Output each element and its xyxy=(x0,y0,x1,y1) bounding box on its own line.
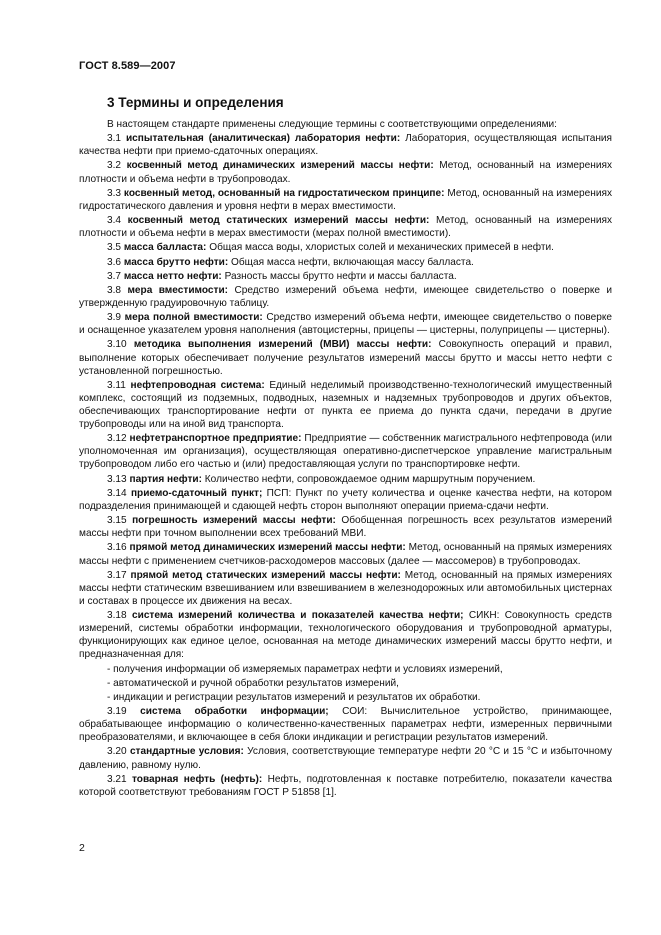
term-definition: Разность массы брутто нефти и массы балласта. xyxy=(224,270,457,282)
term-definition: Совокупность операций и правил, выполнение которых обеспечивает получение результатов измерений массы брутто и массы нетто нефти с установленной погрешностью. xyxy=(79,339,613,377)
term-definition: - автоматической и ручной обработки результатов измерений, xyxy=(107,677,399,689)
term-name: масса балласта: xyxy=(123,242,207,254)
term-name: нефтепроводная система: xyxy=(130,379,265,391)
term-definition: Средство измерений объема нефти, имеющее свидетельство о поверке и оснащенное указателем уровня наполнения (автоцистерны, прицепы — цистерны, полуприцепы — цистерны). xyxy=(79,312,612,337)
term-definition: Обобщенная погрешность всех результатов измерений массы нефти при точном выполнении всех требований МВИ. xyxy=(79,515,612,540)
term-paragraph xyxy=(79,256,612,269)
term-number: 3.6 xyxy=(107,256,122,268)
document-header: ГОСТ 8.589—2007 xyxy=(79,60,176,72)
term-name: косвенный метод динамических измерений массы нефти: xyxy=(126,160,434,172)
term-name: приемо-сдаточный пункт; xyxy=(130,487,263,499)
term-name: прямой метод статических измерений массы нефти: xyxy=(130,569,401,581)
term-number: 3.19 xyxy=(107,706,127,718)
list-item xyxy=(79,677,612,690)
term-definition: - индикации и регистрации результатов измерений и результатов их обработки. xyxy=(107,691,481,703)
term-name: товарная нефть (нефть): xyxy=(131,773,263,785)
term-number: 3.12 xyxy=(107,433,127,445)
term-name: методика выполнения измерений (МВИ) массы нефти: xyxy=(133,339,432,351)
term-paragraph xyxy=(79,705,612,744)
term-definition: Метод, основанный на прямых измерениях массы нефти статическим взвешиванием или взвешиванием в железнодорожных или автомобильных цистернах и составах в процессе их движения на весах. xyxy=(79,569,612,607)
term-name: мера вместимости: xyxy=(127,284,229,296)
term-definition: Средство измерений объема нефти, имеющее свидетельство о поверке и утвержденную градуировочную таблицу. xyxy=(79,284,613,309)
term-paragraph xyxy=(79,487,612,513)
term-paragraph xyxy=(79,159,612,185)
term-definition: - получения информации об измеряемых параметрах нефти и условиях измерений, xyxy=(107,663,503,675)
term-number: 3.20 xyxy=(107,746,127,758)
term-number: 3.7 xyxy=(107,270,122,282)
term-definition: Метод, основанный на измерениях плотности и объема нефти в трубопроводах. xyxy=(79,160,613,185)
term-paragraph xyxy=(79,379,612,431)
term-name: косвенный метод, основанный на гидростатическом принципе: xyxy=(123,187,445,199)
term-paragraph xyxy=(79,773,612,799)
term-name: погрешность измерений массы нефти: xyxy=(132,515,336,527)
term-definition: Общая масса воды, хлористых солей и механических примесей в нефти. xyxy=(209,242,554,254)
term-number: 3.4 xyxy=(107,215,122,227)
term-number: 3.11 xyxy=(107,379,126,391)
term-number: 3.17 xyxy=(107,569,127,581)
section-title: 3 Термины и определения xyxy=(107,95,284,110)
term-paragraph xyxy=(79,432,612,471)
term-definition: Метод, основанный на измерениях гидростатического давления и уровня нефти в мерах вместимости. xyxy=(79,187,612,212)
term-paragraph xyxy=(79,541,612,567)
term-paragraph xyxy=(79,745,612,771)
term-name: масса нетто нефти: xyxy=(123,270,222,282)
document-body xyxy=(79,118,612,800)
terms-list xyxy=(79,132,612,799)
term-paragraph xyxy=(79,132,612,158)
term-name: мера полной вместимости: xyxy=(124,312,263,324)
term-name: испытательная (аналитическая) лаборатория нефти: xyxy=(125,133,401,145)
term-definition: Единый неделимый производственно-технологический имущественный комплекс, состоящий из подземных, подводных, наземных и надземных трубопроводов и других объектов, обеспечивающих транспортирование нефти от пункта ее приема до пункта сдачи, передачи в другие трубопроводы или на иной вид транспорта. xyxy=(79,379,612,431)
term-number: 3.14 xyxy=(107,487,127,499)
term-definition: Общая масса нефти, включающая массу балласта. xyxy=(231,256,474,268)
term-definition: Нефть, подготовленная к поставке потребителю, показатели качества которой соответствуют требованиям ГОСТ Р 51858 [1]. xyxy=(79,773,612,798)
term-name: партия нефти: xyxy=(129,473,202,485)
term-name: масса брутто нефти: xyxy=(123,256,229,268)
term-number: 3.18 xyxy=(107,610,127,622)
term-number: 3.15 xyxy=(107,515,127,527)
term-paragraph xyxy=(79,214,612,240)
term-number: 3.1 xyxy=(107,133,122,145)
term-definition: ПСП: Пункт по учету количества и оценке качества нефти, на котором подразделения принимающей и сдающей нефть сторон выполняют операции приема-сдачи нефти. xyxy=(79,487,612,512)
term-definition: Условия, соответствующие температуре нефти 20 °С и 15 °С и избыточному давлению, равному нулю. xyxy=(79,746,612,771)
list-item xyxy=(79,691,612,704)
term-definition: СОИ: Вычислительное устройство, принимающее, обрабатывающее информацию о количественно-качественных параметрах нефти, измеренных первичными преобразователями, и включающее в себя блоки индикации и регистрации результатов измерений. xyxy=(79,706,612,744)
term-name: косвенный метод статических измерений массы нефти: xyxy=(127,215,430,227)
term-name: система измерений количества и показателей качества нефти; xyxy=(132,610,464,622)
intro-paragraph: В настоящем стандарте применены следующие термины с соответствующими определениями: xyxy=(107,119,557,130)
term-name: нефтетранспортное предприятие: xyxy=(129,433,302,445)
term-paragraph xyxy=(79,338,612,377)
term-paragraph xyxy=(79,609,612,661)
term-paragraph xyxy=(79,241,612,254)
term-name: система обработки информации; xyxy=(140,706,329,718)
term-name: прямой метод динамических измерений массы нефти: xyxy=(129,542,406,554)
term-paragraph xyxy=(79,514,612,540)
term-definition: Метод, основанный на прямых измерениях массы нефти с применением счетчиков-расходомеров массовых (далее — массомеров) в трубопроводах. xyxy=(79,542,612,567)
term-number: 3.8 xyxy=(107,284,122,296)
page-number: 2 xyxy=(79,842,85,854)
term-number: 3.9 xyxy=(107,312,122,324)
term-paragraph xyxy=(79,270,612,283)
term-name: стандартные условия: xyxy=(129,746,244,758)
term-definition: Лаборатория, осуществляющая испытания качества нефти при приемо-сдаточных операциях. xyxy=(79,133,612,158)
term-number: 3.3 xyxy=(107,187,122,199)
term-definition: СИКН: Совокупность средств измерений, системы обработки информации, технологического оборудования и трубопроводной арматуры, функционирующих как единое целое, основанная на методе динамических измерений массы брутто нефти, и предназначенная для: xyxy=(79,610,612,661)
term-paragraph xyxy=(79,311,612,337)
term-number: 3.2 xyxy=(107,160,122,172)
term-paragraph xyxy=(79,569,612,608)
term-number: 3.5 xyxy=(107,242,122,254)
term-paragraph xyxy=(79,473,612,486)
term-definition: Количество нефти, сопровождаемое одним маршрутным поручением. xyxy=(204,473,536,485)
term-number: 3.16 xyxy=(107,542,127,554)
term-number: 3.10 xyxy=(107,339,127,351)
term-paragraph xyxy=(79,284,612,310)
term-definition: Предприятие — собственник магистрального нефтепровода (или уполномоченная им организация), осуществляющая оперативно-диспетчерское управление магистральным трубопроводом либо его частью и (или) предоставляющая услуги по транспортировке нефти. xyxy=(79,433,612,471)
list-item xyxy=(79,663,612,676)
term-number: 3.21 xyxy=(107,773,127,785)
term-number: 3.13 xyxy=(107,473,127,485)
term-definition: Метод, основанный на измерениях плотности и объема нефти в мерах вместимости (мерах полной вместимости). xyxy=(79,215,613,240)
term-paragraph xyxy=(79,187,612,213)
